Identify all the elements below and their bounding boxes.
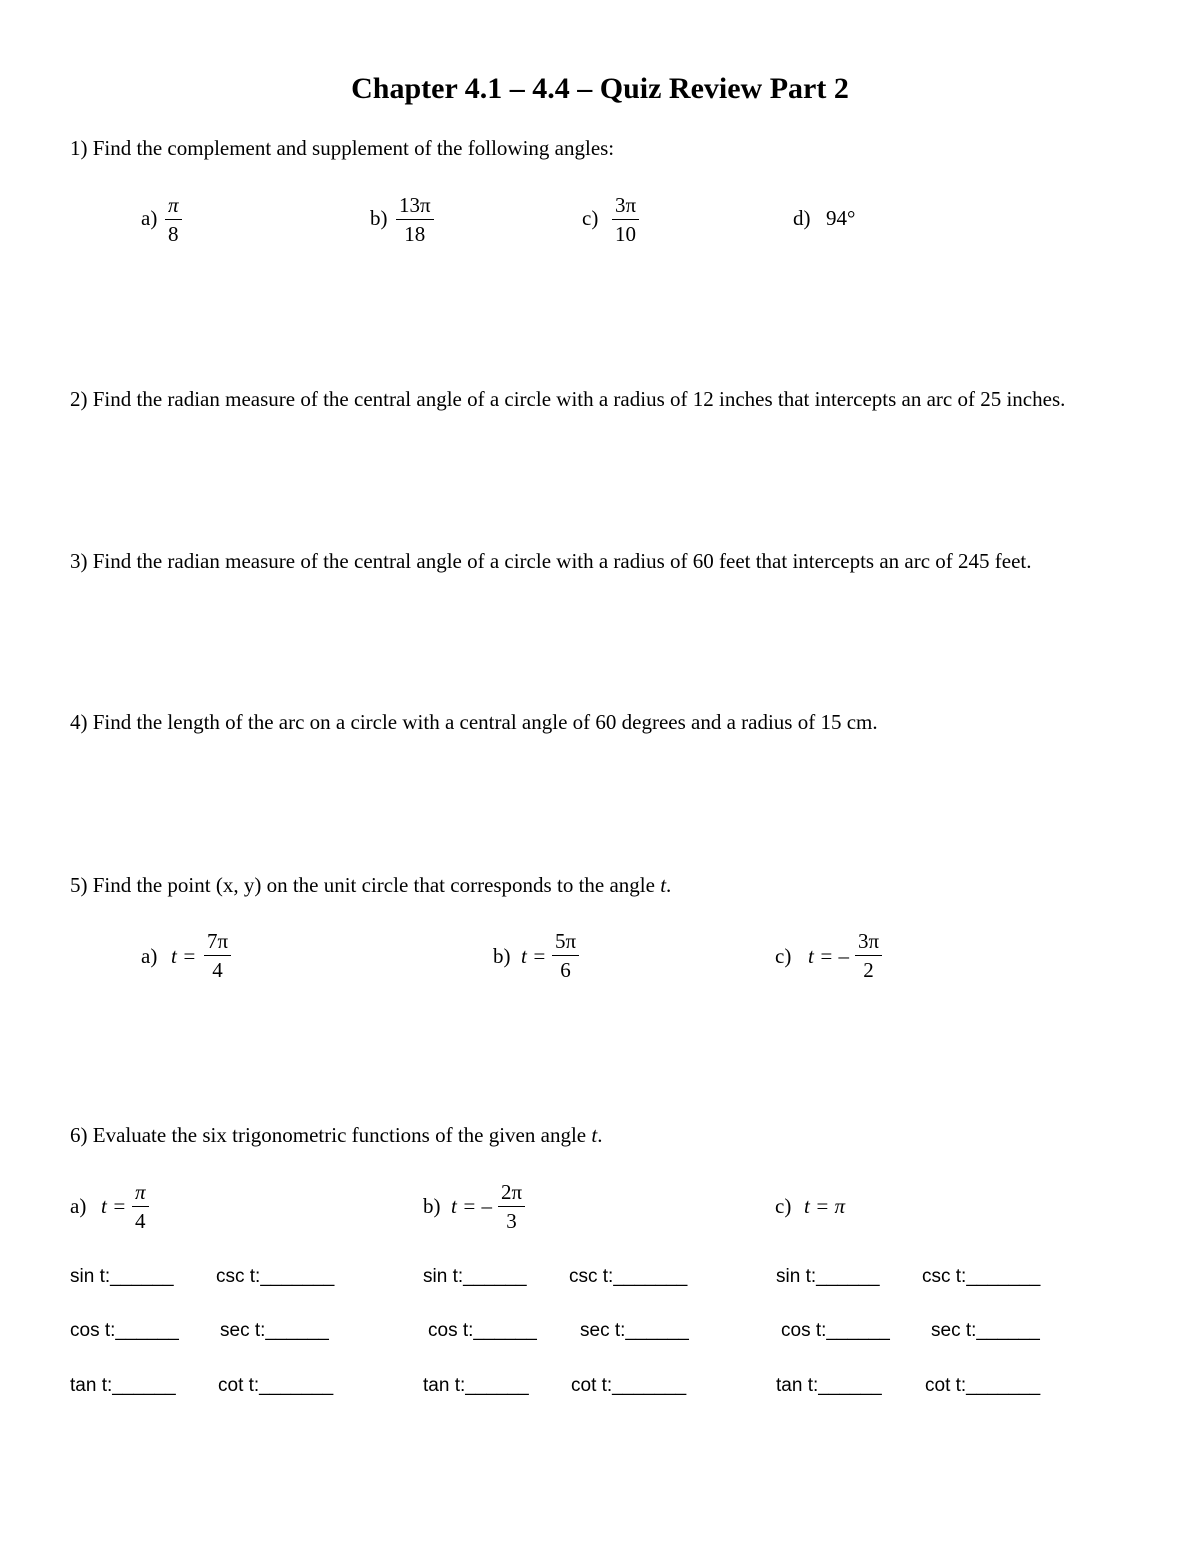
q1b-fraction (396, 193, 434, 246)
q5-prompt-period: . (666, 873, 672, 897)
q1b-label: b) (370, 206, 388, 230)
q6a-csc-blank: csc t:_______ (216, 1266, 335, 1287)
question-3-prompt: 3) Find the radian measure of the central angle of a circle with a radius of 60 feet that intercepts an arc of 245 feet. (70, 549, 1032, 573)
page-title: Chapter 4.1 – 4.4 – Quiz Review Part 2 (351, 72, 849, 105)
q1a-numerator: π (165, 193, 182, 220)
q5a-lhs: t = (171, 944, 197, 968)
q5c-lhs: t = – (808, 944, 850, 968)
q6c-sin-blank: sin t:______ (776, 1266, 880, 1287)
q6c-cot-blank: cot t:_______ (925, 1375, 1041, 1396)
q6b-sec-blank: sec t:______ (580, 1320, 689, 1341)
q6c-tan-blank: tan t:______ (776, 1375, 882, 1396)
q1c-numerator: 3π (612, 193, 639, 220)
q6a-lhs: t = (101, 1194, 127, 1218)
q1b-denominator: 18 (404, 222, 426, 246)
q1d-label: d) (793, 206, 811, 230)
q6b-label: b) (423, 1194, 441, 1218)
q6c-csc-blank: csc t:_______ (922, 1266, 1041, 1287)
q6b-sin-blank: sin t:______ (423, 1266, 527, 1287)
q6c-sec-blank: sec t:______ (931, 1320, 1040, 1341)
question-6-prompt (70, 1123, 602, 1148)
question-4-prompt: 4) Find the length of the arc on a circle with a central angle of 60 degrees and a radius of 15 cm. (70, 710, 878, 734)
q6a-numerator: π (132, 1180, 149, 1207)
q6c-label: c) (775, 1194, 792, 1218)
q5c-label: c) (775, 944, 792, 968)
q6b-csc-blank: csc t:_______ (569, 1266, 688, 1287)
question-1-prompt: 1) Find the complement and supplement of the following angles: (70, 136, 615, 160)
q5b-denominator: 6 (560, 958, 571, 982)
q5a-label: a) (141, 944, 158, 968)
q1a-fraction (165, 193, 182, 246)
q5-prompt-var: t (660, 873, 667, 897)
q1c-denominator: 10 (615, 222, 637, 246)
q6a-cot-blank: cot t:_______ (218, 1375, 334, 1396)
q5b-label: b) (493, 944, 511, 968)
q1a-label: a) (141, 206, 158, 230)
q1c-fraction (612, 193, 639, 246)
q5c-fraction (855, 929, 882, 982)
q1c-label: c) (582, 206, 599, 230)
q6b-denominator: 3 (506, 1209, 517, 1233)
q5a-denominator: 4 (212, 958, 223, 982)
q5b-numerator: 5π (552, 929, 579, 956)
q1d-value: 94° (826, 206, 856, 230)
q6b-lhs: t = – (451, 1194, 493, 1218)
q6a-tan-blank: tan t:______ (70, 1375, 176, 1396)
q6c-lhs: t = π (804, 1194, 846, 1218)
q6a-sec-blank: sec t:______ (220, 1320, 329, 1341)
q1a-denominator: 8 (168, 222, 179, 246)
question-5-prompt (70, 873, 671, 898)
q6-prompt-text: 6) Evaluate the six trigonometric functions of the given angle (70, 1123, 587, 1147)
q5b-lhs: t = (521, 944, 547, 968)
q6-prompt-period: . (597, 1123, 603, 1147)
q6a-denominator: 4 (135, 1209, 146, 1233)
q5a-numerator: 7π (204, 929, 231, 956)
q5c-numerator: 3π (855, 929, 882, 956)
q1b-numerator: 13π (396, 193, 434, 220)
q5-prompt-text: 5) Find the point (x, y) on the unit circle that corresponds to the angle (70, 873, 655, 897)
q5a-fraction (204, 929, 231, 982)
q6b-numerator: 2π (498, 1180, 525, 1207)
question-2-prompt: 2) Find the radian measure of the central angle of a circle with a radius of 12 inches that intercepts an arc of 25 inches. (70, 387, 1066, 411)
q6b-fraction (498, 1180, 525, 1233)
q6-prompt-var: t (591, 1123, 598, 1147)
q6a-label: a) (70, 1194, 87, 1218)
q5c-denominator: 2 (863, 958, 874, 982)
q6a-fraction (132, 1180, 149, 1233)
q6a-cos-blank: cos t:______ (70, 1320, 179, 1341)
q6b-cot-blank: cot t:_______ (571, 1375, 687, 1396)
q6c-cos-blank: cos t:______ (781, 1320, 890, 1341)
q5b-fraction (552, 929, 579, 982)
q6a-sin-blank: sin t:______ (70, 1266, 174, 1287)
q6b-tan-blank: tan t:______ (423, 1375, 529, 1396)
q6b-cos-blank: cos t:______ (428, 1320, 537, 1341)
